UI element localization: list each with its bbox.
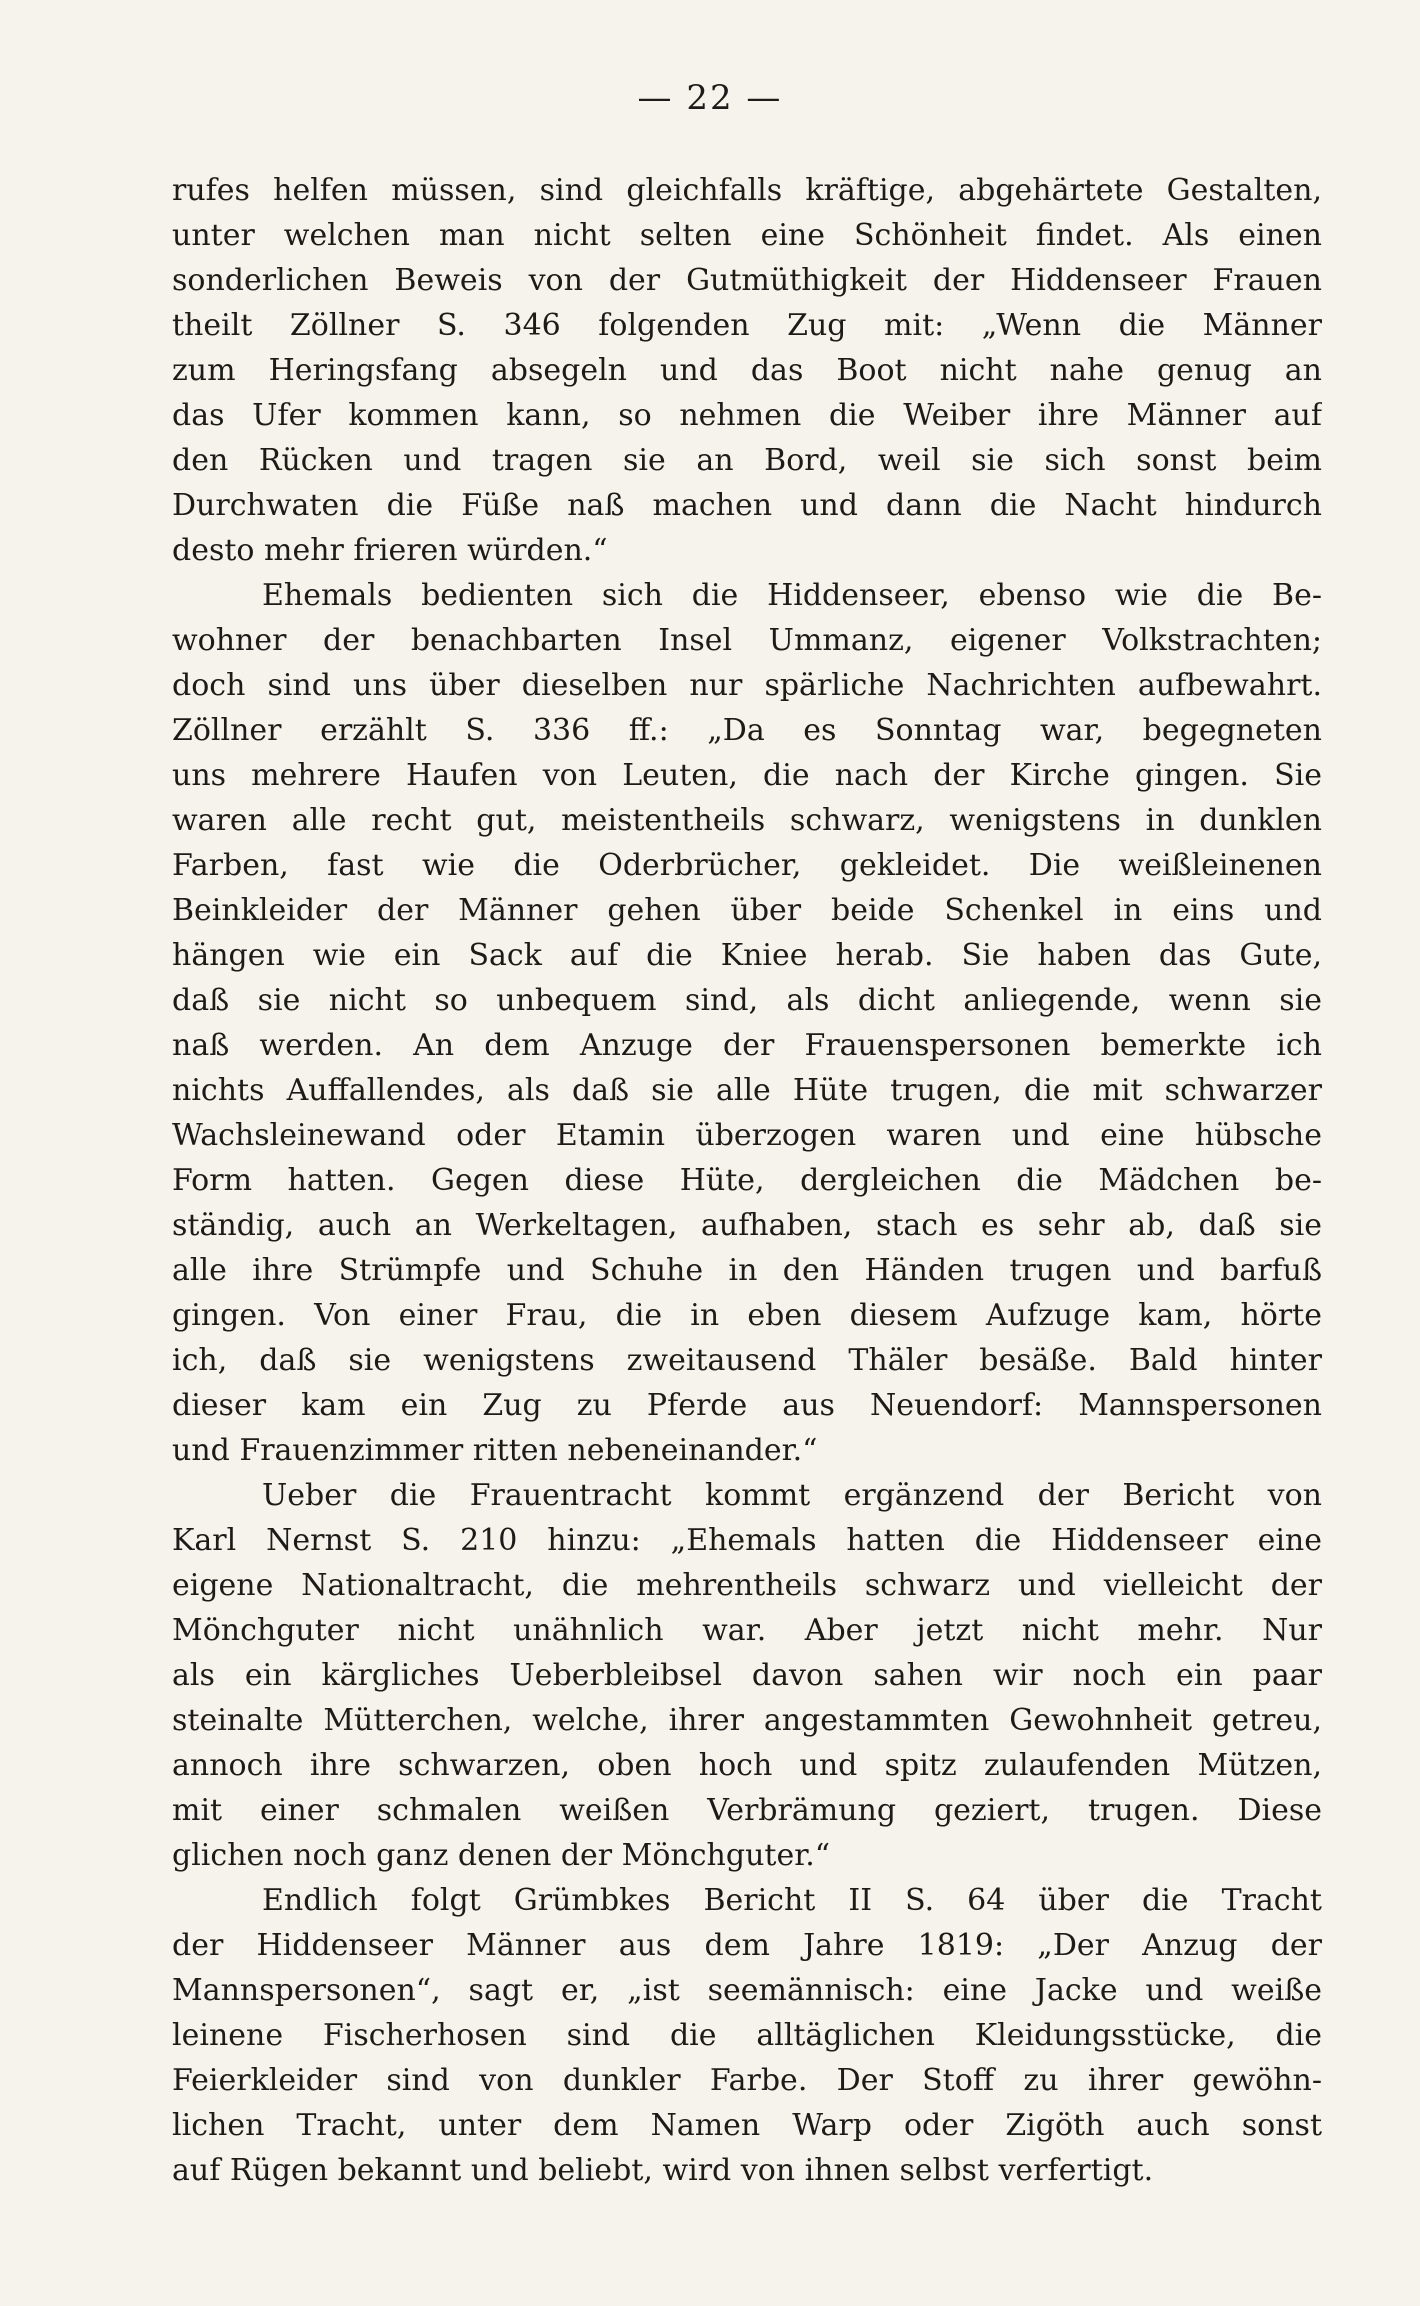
text-line: Farben, fast wie die Oderbrücher, gekleidet. Die weißleinenen bbox=[172, 848, 1322, 883]
text-line: uns mehrere Haufen von Leuten, die nach der Kirche gingen. Sie bbox=[172, 758, 1322, 793]
text-line: Form hatten. Gegen diese Hüte, dergleichen die Mädchen be- bbox=[172, 1163, 1322, 1198]
text-line: unter welchen man nicht selten eine Schönheit findet. Als einen bbox=[172, 218, 1322, 253]
text-line: Karl Nernst S. 210 hinzu: „Ehemals hatten die Hiddenseer eine bbox=[172, 1523, 1322, 1558]
page-number: — 22 — bbox=[637, 78, 783, 118]
text-line: zum Heringsfang absegeln und das Boot nicht nahe genug an bbox=[172, 353, 1322, 388]
text-line: Beinkleider der Männer gehen über beide Schenkel in eins und bbox=[172, 893, 1322, 928]
text-line: als ein kärgliches Ueberbleibsel davon sahen wir noch ein paar bbox=[172, 1658, 1322, 1693]
text-line: desto mehr frieren würden.“ bbox=[172, 533, 608, 568]
text-line: doch sind uns über dieselben nur spärliche Nachrichten aufbewahrt. bbox=[172, 668, 1322, 703]
text-line: Ueber die Frauentracht kommt ergänzend der Bericht von bbox=[262, 1478, 1322, 1513]
text-line: Durchwaten die Füße naß machen und dann die Nacht hindurch bbox=[172, 488, 1322, 523]
text-line: steinalte Mütterchen, welche, ihrer angestammten Gewohnheit getreu, bbox=[172, 1703, 1322, 1738]
text-line: glichen noch ganz denen der Mönchguter.“ bbox=[172, 1838, 831, 1873]
text-line: der Hiddenseer Männer aus dem Jahre 1819: „Der Anzug der bbox=[172, 1928, 1322, 1963]
text-line: Ehemals bedienten sich die Hiddenseer, ebenso wie die Be- bbox=[262, 578, 1322, 613]
text-line: leinene Fischerhosen sind die alltäglichen Kleidungsstücke, die bbox=[172, 2018, 1322, 2053]
text-line: Feierkleider sind von dunkler Farbe. Der Stoff zu ihrer gewöhn- bbox=[172, 2063, 1322, 2098]
text-line: gingen. Von einer Frau, die in eben diesem Aufzuge kam, hörte bbox=[172, 1298, 1322, 1333]
text-line: dieser kam ein Zug zu Pferde aus Neuendorf: Mannspersonen bbox=[172, 1388, 1322, 1423]
text-line: ich, daß sie wenigstens zweitausend Thäler besäße. Bald hinter bbox=[172, 1343, 1322, 1378]
text-line: rufes helfen müssen, sind gleichfalls kräftige, abgehärtete Gestalten, bbox=[172, 173, 1322, 208]
text-line: mit einer schmalen weißen Verbrämung geziert, trugen. Diese bbox=[172, 1793, 1322, 1828]
text-line: lichen Tracht, unter dem Namen Warp oder Zigöth auch sonst bbox=[172, 2108, 1322, 2143]
text-line: annoch ihre schwarzen, oben hoch und spitz zulaufenden Mützen, bbox=[172, 1748, 1322, 1783]
text-line: daß sie nicht so unbequem sind, als dicht anliegende, wenn sie bbox=[172, 983, 1322, 1018]
text-line: und Frauenzimmer ritten nebeneinander.“ bbox=[172, 1433, 818, 1468]
body-text bbox=[172, 168, 1322, 2193]
text-line: Wachsleinewand oder Etamin überzogen waren und eine hübsche bbox=[172, 1118, 1322, 1153]
text-line: wohner der benachbarten Insel Ummanz, eigener Volkstrachten; bbox=[172, 623, 1322, 658]
text-line: theilt Zöllner S. 346 folgenden Zug mit: „Wenn die Männer bbox=[172, 308, 1322, 343]
text-line: sonderlichen Beweis von der Gutmüthigkeit der Hiddenseer Frauen bbox=[172, 263, 1322, 298]
text-line: Mannspersonen“, sagt er, „ist seemännisch: eine Jacke und weiße bbox=[172, 1973, 1322, 2008]
text-line: den Rücken und tragen sie an Bord, weil sie sich sonst beim bbox=[172, 443, 1322, 478]
text-line: das Ufer kommen kann, so nehmen die Weiber ihre Männer auf bbox=[172, 398, 1322, 433]
text-line: naß werden. An dem Anzuge der Frauenspersonen bemerkte ich bbox=[172, 1028, 1322, 1063]
text-line: Endlich folgt Grümbkes Bericht II S. 64 über die Tracht bbox=[262, 1883, 1322, 1918]
text-line: eigene Nationaltracht, die mehrentheils schwarz und vielleicht der bbox=[172, 1568, 1322, 1603]
text-line: nichts Auffallendes, als daß sie alle Hüte trugen, die mit schwarzer bbox=[172, 1073, 1322, 1108]
text-line: waren alle recht gut, meistentheils schwarz, wenigstens in dunklen bbox=[172, 803, 1322, 838]
text-line: auf Rügen bekannt und beliebt, wird von ihnen selbst verfertigt. bbox=[172, 2153, 1154, 2188]
text-line: Zöllner erzählt S. 336 ff.: „Da es Sonntag war, begegneten bbox=[172, 713, 1322, 748]
text-line: hängen wie ein Sack auf die Kniee herab. Sie haben das Gute, bbox=[172, 938, 1322, 973]
text-line: Mönchguter nicht unähnlich war. Aber jetzt nicht mehr. Nur bbox=[172, 1613, 1322, 1648]
text-line: ständig, auch an Werkeltagen, aufhaben, stach es sehr ab, daß sie bbox=[172, 1208, 1322, 1243]
text-line: alle ihre Strümpfe und Schuhe in den Händen trugen und barfuß bbox=[172, 1253, 1322, 1288]
